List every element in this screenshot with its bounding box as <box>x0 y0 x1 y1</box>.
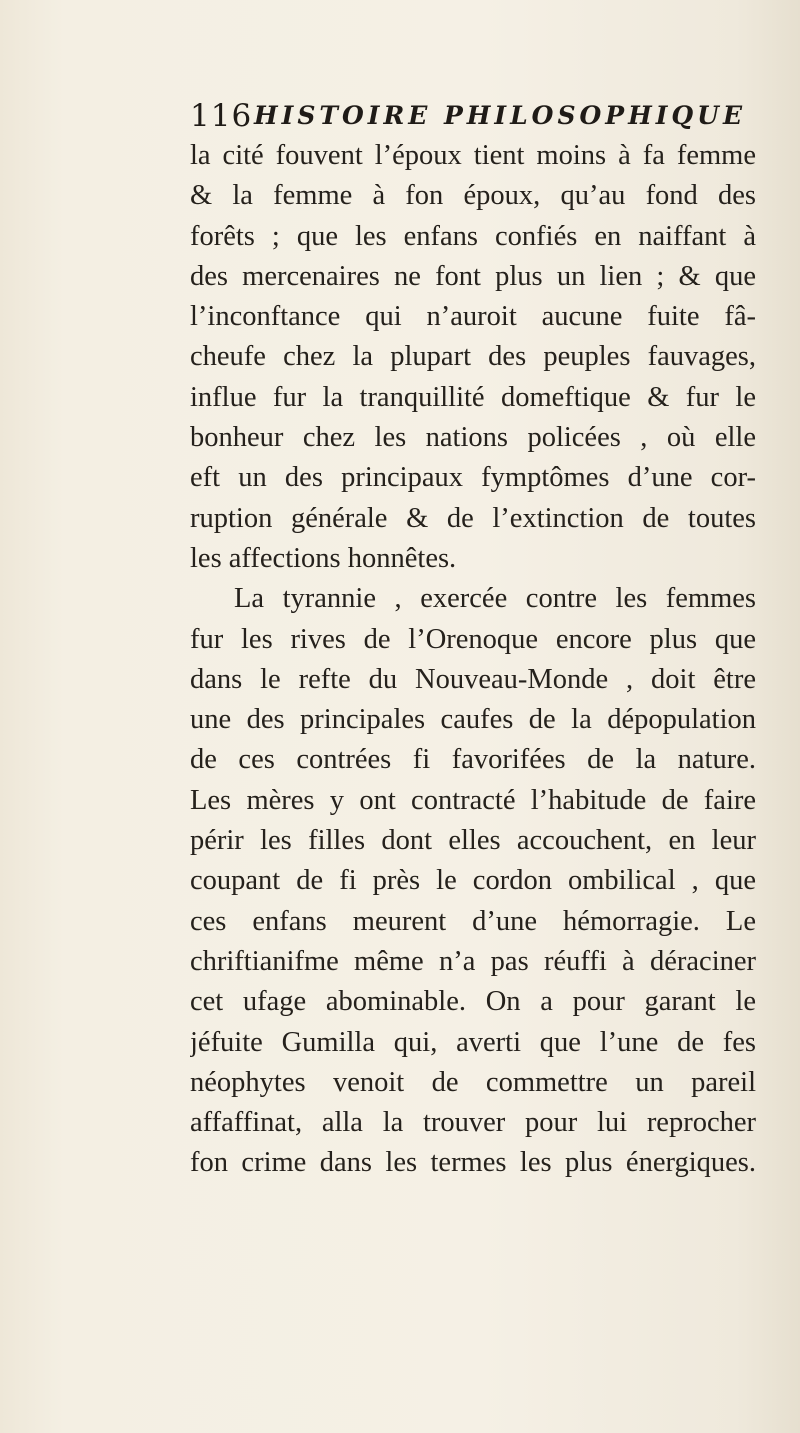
page-number: 116 <box>190 98 253 134</box>
text-line: ces enfans meurent d’une hémorragie. Le <box>190 905 756 937</box>
text-line: chriftianifme même n’a pas réuffi à déraciner <box>190 945 756 977</box>
text-line: Les mères y ont contracté l’habitude de faire <box>190 784 756 816</box>
running-title: HISTOIRE PHILOSOPHIQUE <box>254 101 747 130</box>
text-line: la cité fouvent l’époux tient moins à fa femme <box>190 140 756 171</box>
text-line: dans le refte du Nouveau-Monde , doit être <box>190 663 756 695</box>
text-line: cheufe chez la plupart des peuples fauvages, <box>190 341 756 373</box>
text-line: l’inconftance qui n’auroit aucune fuite fâ- <box>190 301 756 333</box>
text-line: influe fur la tranquillité domeftique & fur le <box>190 381 756 413</box>
text-line: bonheur chez les nations policées , où elle <box>190 422 756 454</box>
text-line: néophytes venoit de commettre un pareil <box>190 1066 756 1098</box>
text-line: & la femme à fon époux, qu’au fond des <box>190 180 756 212</box>
text-line: eft un des principaux fymptômes d’une cor- <box>190 462 756 494</box>
text-line: ruption générale & de l’extinction de toutes <box>190 502 756 534</box>
text-line: fon crime dans les termes les plus énergiques. <box>190 1147 756 1179</box>
text-line: coupant de fi près le cordon ombilical , que <box>190 865 756 897</box>
paragraph-start-line: La tyrannie , exercée contre les femmes <box>234 583 756 615</box>
text-line: affaffinat, alla la trouver pour lui reprocher <box>190 1107 756 1139</box>
page-header <box>190 96 750 136</box>
paragraph-end-line: les affections honnêtes. <box>190 542 457 574</box>
text-line: jéfuite Gumilla qui, averti que l’une de fes <box>190 1026 756 1058</box>
text-line: une des principales caufes de la dépopulation <box>190 704 756 736</box>
text-line: fur les rives de l’Orenoque encore plus que <box>190 623 756 655</box>
body-text <box>190 136 756 1184</box>
text-line: de ces contrées fi favorifées de la nature. <box>190 744 756 776</box>
text-line: cet ufage abominable. On a pour garant le <box>190 986 756 1018</box>
text-line: forêts ; que les enfans confiés en naiffant à <box>190 220 756 252</box>
text-line: des mercenaires ne font plus un lien ; & que <box>190 260 756 292</box>
text-line: périr les filles dont elles accouchent, en leur <box>190 825 756 857</box>
